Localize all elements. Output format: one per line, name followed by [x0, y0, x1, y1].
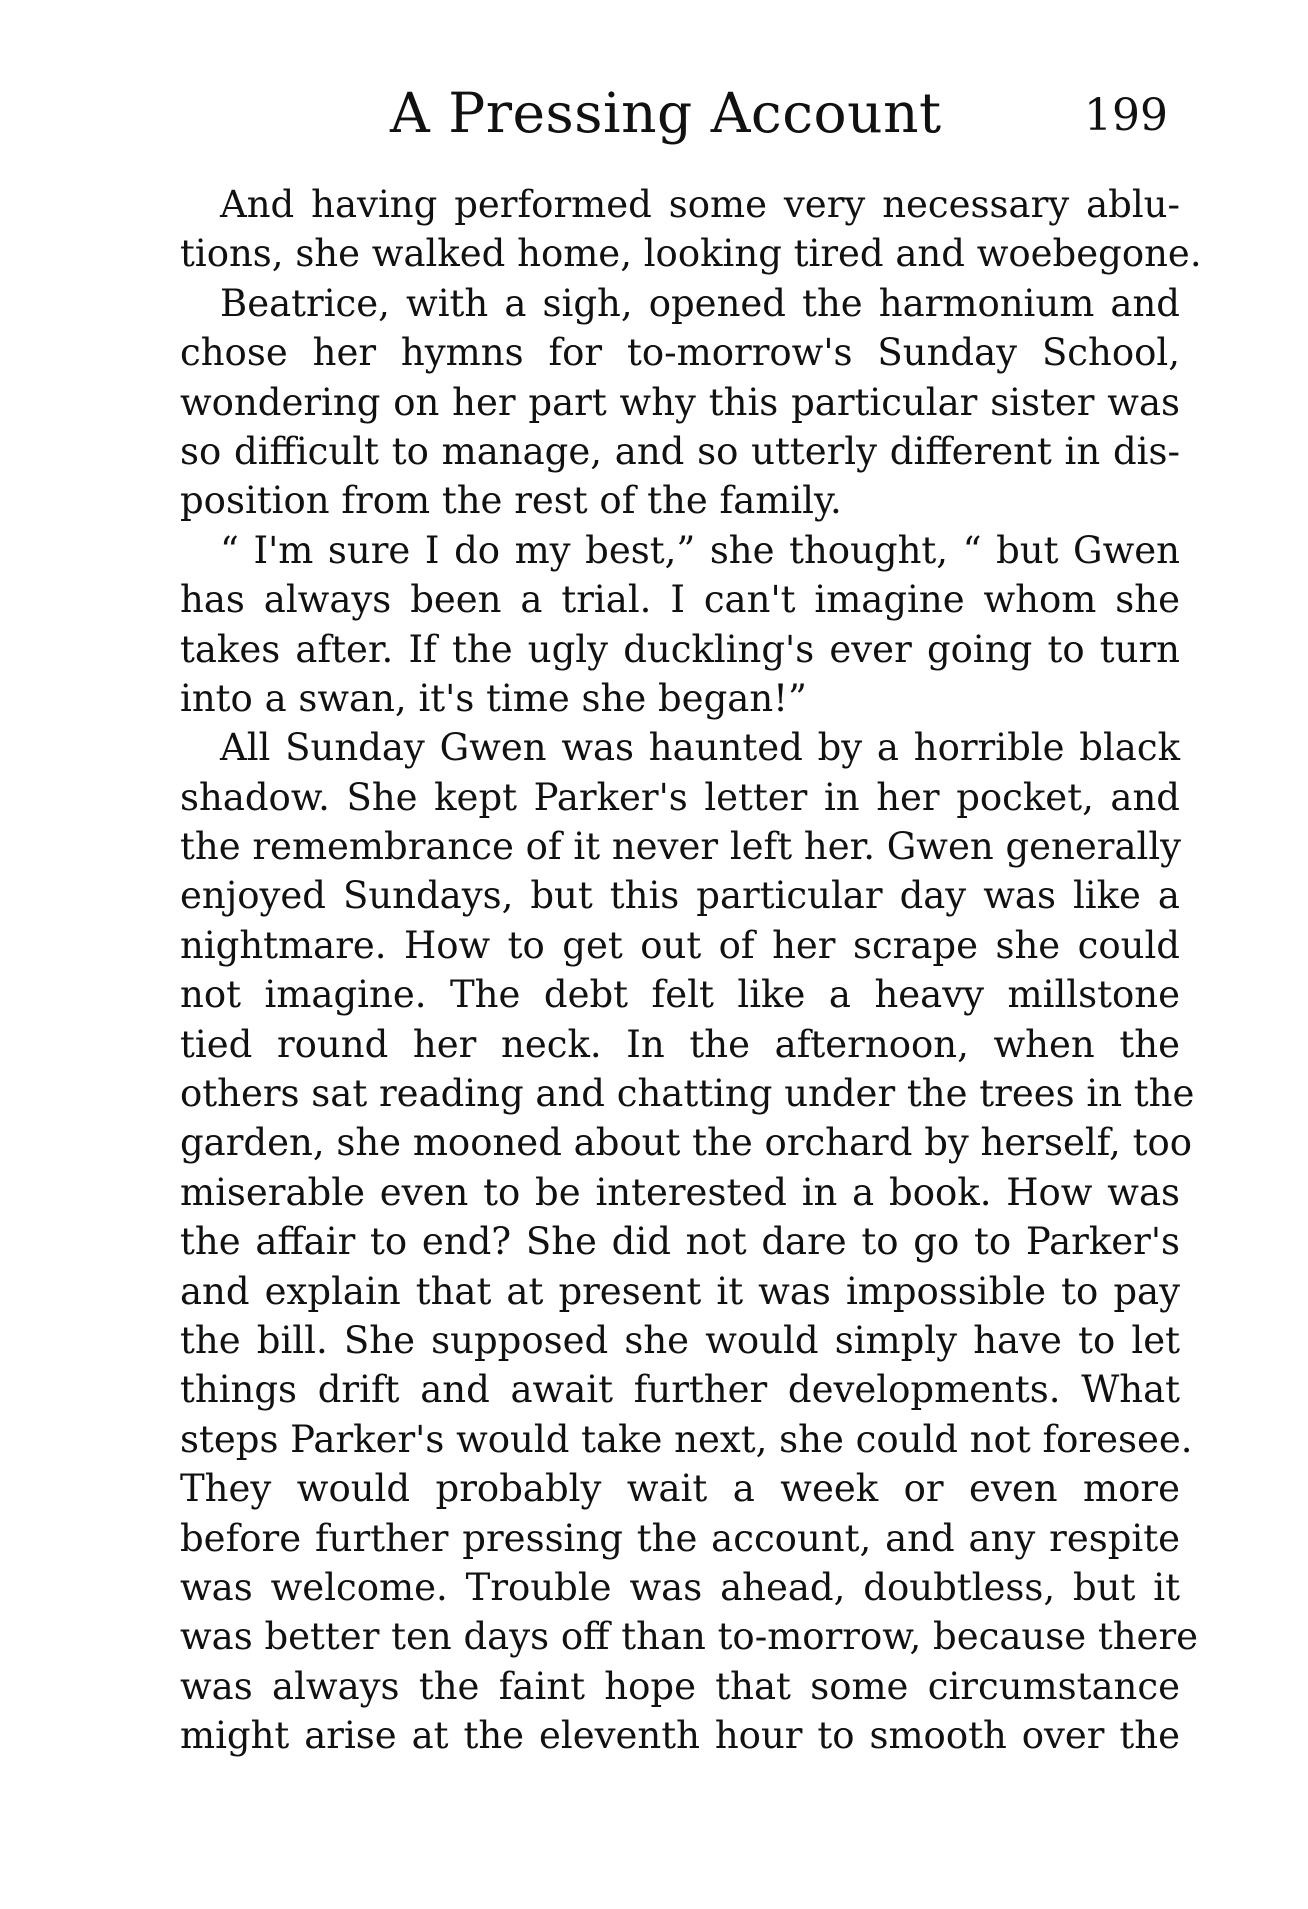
text-line: They would probably wait a week or even more: [180, 1467, 1180, 1511]
text-line: so difficult to manage, and so utterly different in dis-: [180, 429, 1180, 473]
text-line: not imagine. The debt felt like a heavy millstone: [180, 973, 1180, 1017]
text-line: enjoyed Sundays, but this particular day was like a: [180, 874, 1180, 918]
text-line: steps Parker's would take next, she could not foresee.: [180, 1417, 1193, 1461]
text-line: takes after. If the ugly duckling's ever going to turn: [180, 627, 1180, 671]
text-line: garden, she mooned about the orchard by herself, too: [180, 1121, 1192, 1165]
body-text: [180, 180, 1202, 1761]
text-line: might arise at the eleventh hour to smooth over the: [180, 1714, 1180, 1758]
text-line: the bill. She supposed she would simply have to let: [180, 1318, 1180, 1362]
running-head: A Pressing Account: [390, 81, 942, 145]
text-line: was welcome. Trouble was ahead, doubtless, but it: [180, 1565, 1180, 1609]
text-line: chose her hymns for to-morrow's Sunday School,: [180, 331, 1180, 375]
text-line: Beatrice, with a sigh, opened the harmonium and: [220, 281, 1180, 325]
page-number: 199: [1084, 90, 1168, 141]
text-line: nightmare. How to get out of her scrape she could: [180, 923, 1180, 967]
text-line: the affair to end? She did not dare to go to Parker's: [180, 1220, 1180, 1264]
text-line: the remembrance of it never left her. Gwen generally: [180, 825, 1182, 869]
text-line: tied round her neck. In the afternoon, when the: [180, 1022, 1180, 1066]
text-line: position from the rest of the family.: [180, 479, 842, 523]
text-line: was always the faint hope that some circumstance: [180, 1664, 1180, 1708]
text-line: has always been a trial. I can't imagine whom she: [180, 578, 1180, 622]
text-line: was better ten days off than to-morrow, because there: [180, 1615, 1199, 1659]
text-line: others sat reading and chatting under the trees in the: [180, 1072, 1195, 1116]
text-line: tions, she walked home, looking tired and woebegone.: [180, 232, 1202, 276]
text-line: into a swan, it's time she began!”: [180, 676, 807, 720]
text-line: before further pressing the account, and any respite: [180, 1516, 1180, 1560]
text-line: and explain that at present it was impossible to pay: [180, 1269, 1180, 1313]
text-line: And having performed some very necessary ablu-: [220, 183, 1180, 226]
text-line: “ I'm sure I do my best,” she thought, “ but Gwen: [220, 528, 1180, 572]
text-line: wondering on her part why this particular sister was: [180, 380, 1180, 424]
text-line: All Sunday Gwen was haunted by a horrible black: [220, 726, 1180, 770]
text-line: things drift and await further developments. What: [180, 1368, 1180, 1412]
text-line: miserable even to be interested in a book. How was: [180, 1170, 1180, 1214]
text-line: shadow. She kept Parker's letter in her pocket, and: [180, 775, 1180, 819]
page-header: [180, 78, 1180, 148]
